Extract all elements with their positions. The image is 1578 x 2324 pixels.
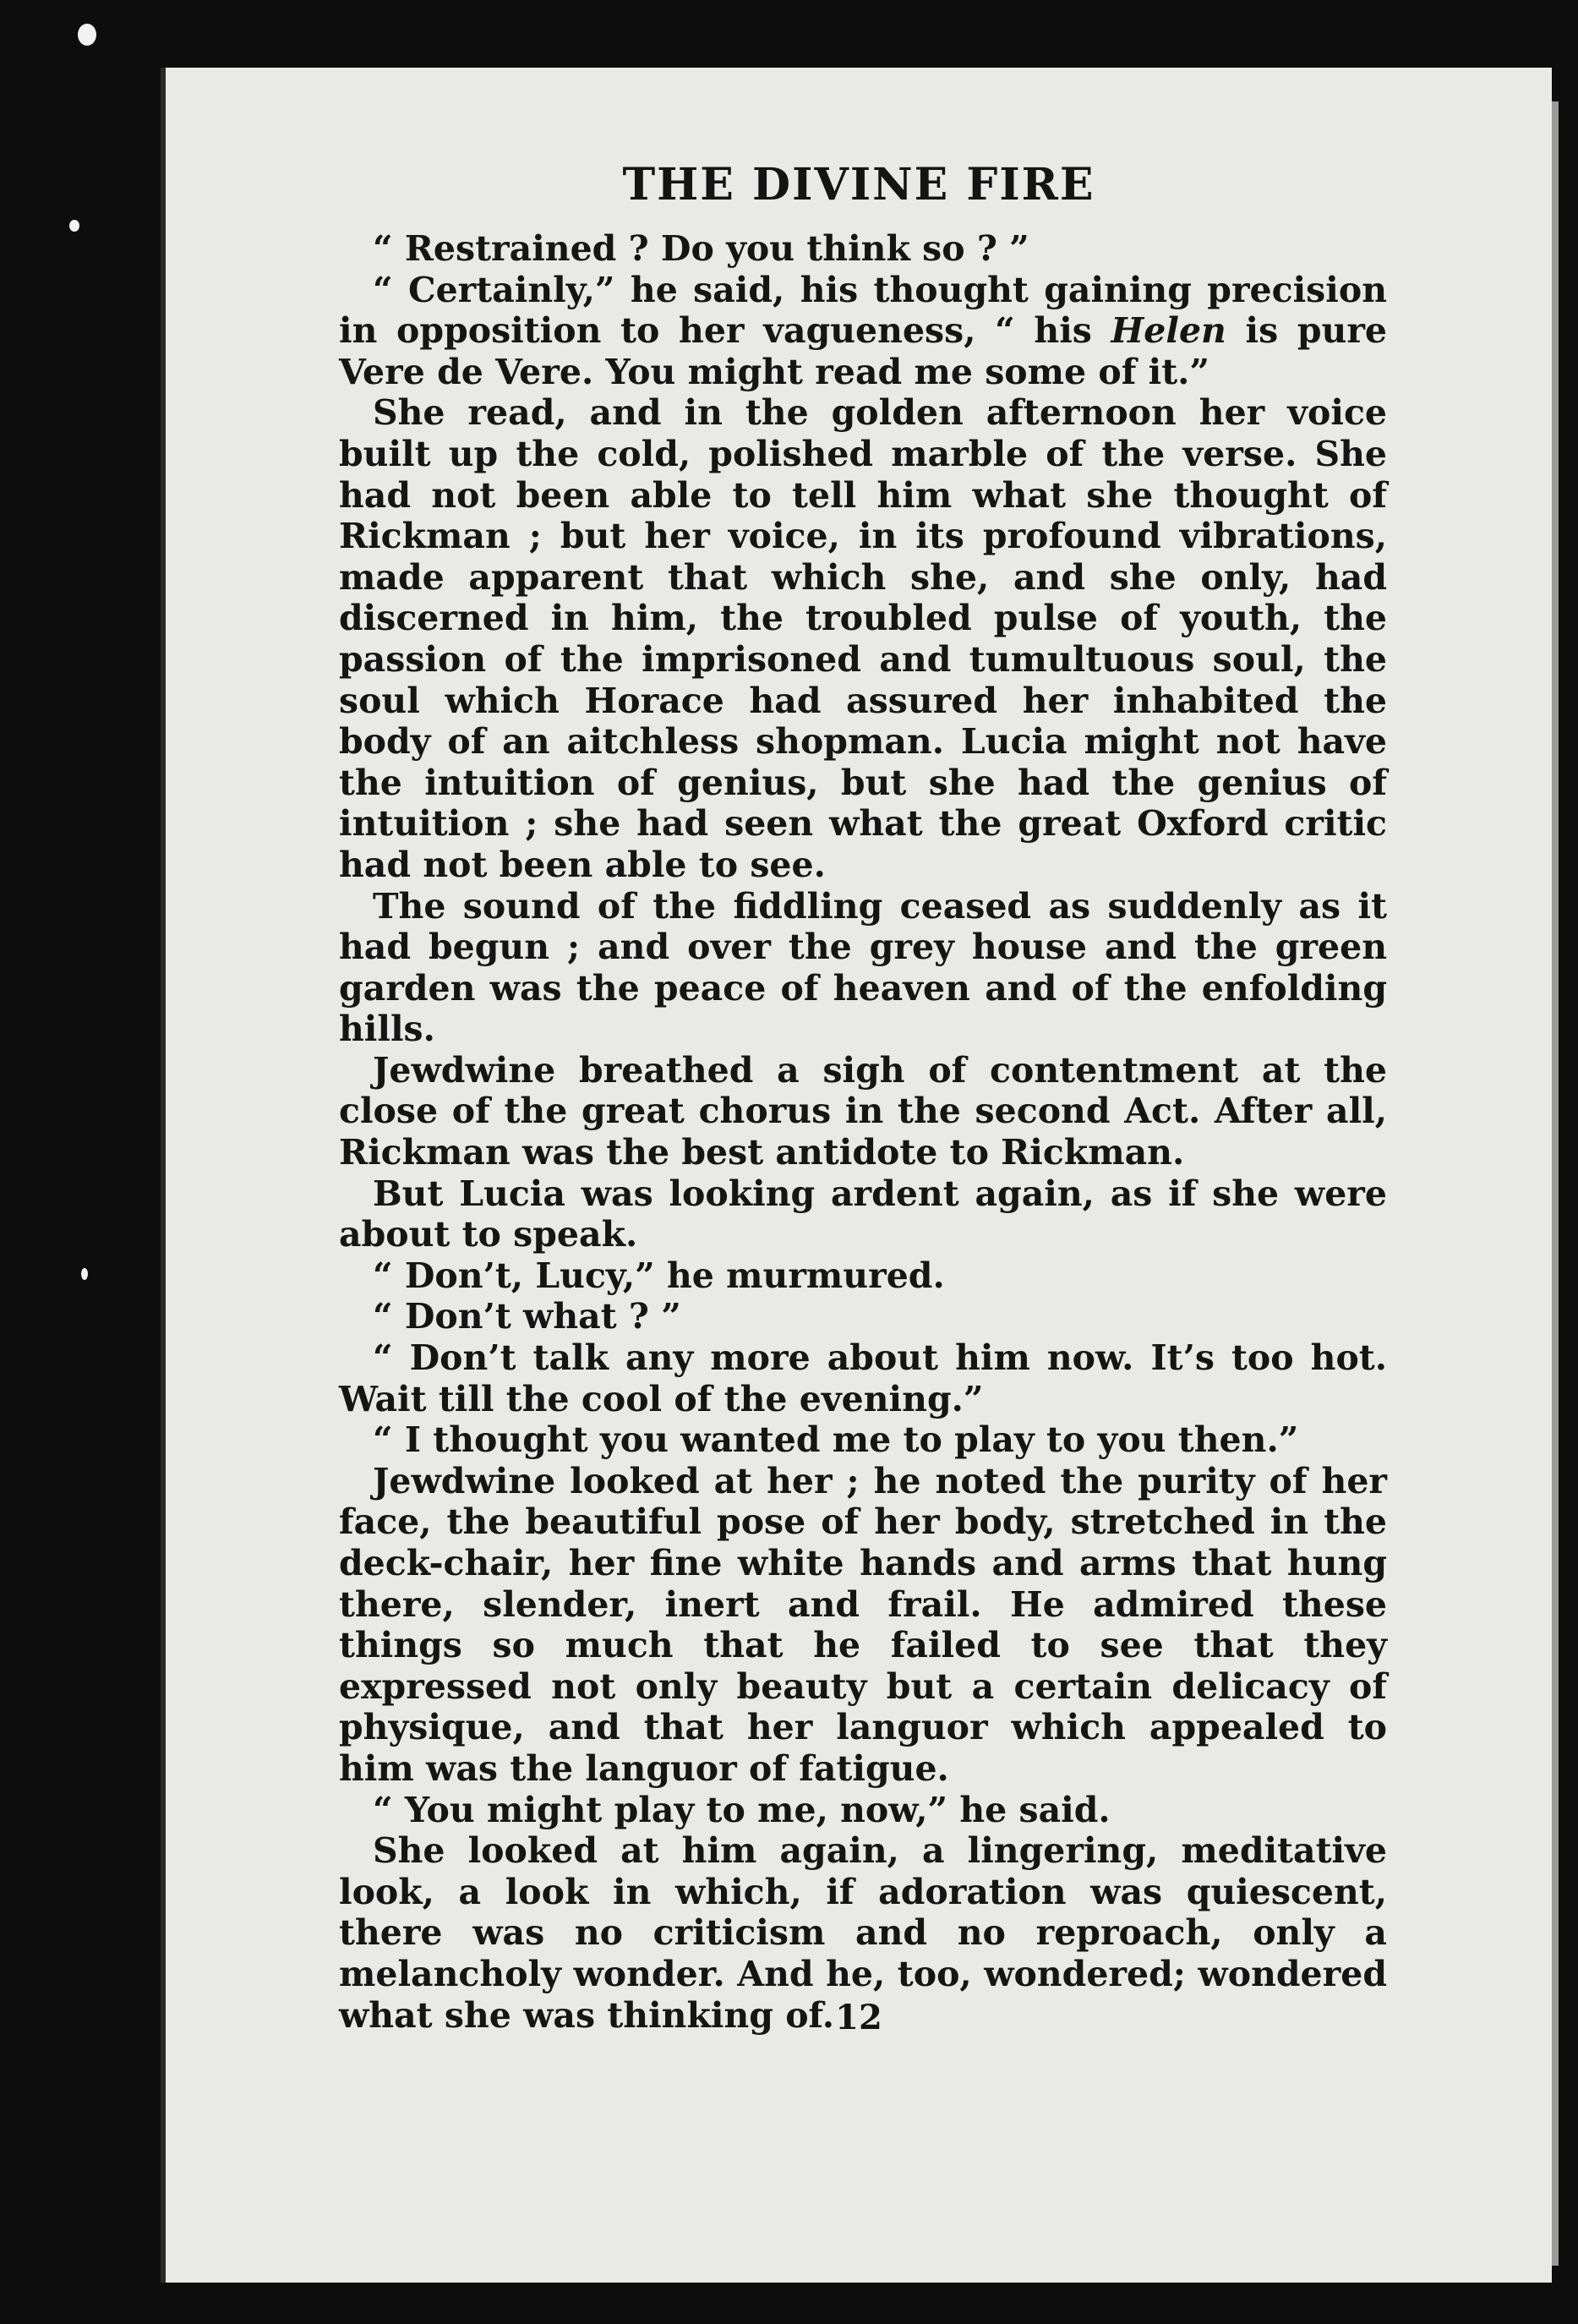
- body-text: [339, 228, 1387, 2036]
- paragraph: “ You might play to me, now,” he said.: [373, 1789, 1111, 1830]
- paragraph: Jewdwine breathed a sigh of contentment at the close of the great chorus in the second Act. After all, Rickman was the best antidote to Rickman.: [339, 1049, 1387, 1173]
- scan-speck: [81, 1268, 88, 1280]
- scan-speck: [78, 24, 96, 46]
- paragraph: She looked at him again, a lingering, meditative look, a look in which, if adoration was quiescent, there was no criticism and no reproach, only a melancholy wonder. And he, too, wondered; wondered what she was thinking of.: [339, 1830, 1387, 2036]
- running-head: THE DIVINE FIRE: [622, 159, 1095, 211]
- paragraph-part: is pure Vere de Vere. You might read me some of it.”: [339, 310, 1388, 392]
- paragraph: The sound of the fiddling ceased as suddenly as it had begun ; and over the grey house and the green garden was the peace of heaven and of the enfolding hills.: [339, 885, 1387, 1050]
- paragraph: “ I thought you wanted me to play to you then.”: [373, 1419, 1299, 1461]
- italic-title: Helen: [1111, 310, 1226, 352]
- paragraph: “ Don’t what ? ”: [373, 1296, 681, 1337]
- paragraph-part: “ Certainly,” he said, his thought gaining precision in opposition to her vagueness, “ his: [339, 269, 1387, 352]
- page-number: 12: [835, 1998, 882, 2037]
- scan-speck: [69, 220, 79, 232]
- paragraph: Jewdwine looked at her ; he noted the purity of her face, the beautiful pose of her body, stretched in the deck-chair, her fine white hands and arms that hung there, slender, inert and frail. He admired these things so much that he failed to see that they expressed not only beauty but a certain delicacy of physique, and that her languor which appealed to him was the languor of fatigue.: [339, 1460, 1387, 1789]
- paragraph-with-italic: [339, 270, 1387, 393]
- paragraph: She read, and in the golden afternoon her voice built up the cold, polished marble of the verse. She had not been able to tell him what she thought of Rickman ; but her voice, in its profound vibrations, made apparent that which she, and she only, had discerned in him, the troubled pulse of youth, the passion of the imprisoned and tumultuous soul, the soul which Horace had assured her inhabited the body of an aitchless shopman. Lucia might not have the intuition of genius, but she had the genius of intuition ; she had seen what the great Oxford critic had not been able to see.: [339, 392, 1387, 885]
- paragraph: But Lucia was looking ardent again, as if she were about to speak.: [339, 1173, 1387, 1255]
- paragraph: “ Don’t, Lucy,” he murmured.: [373, 1255, 945, 1296]
- paragraph: “ Restrained ? Do you think so ? ”: [373, 228, 1029, 269]
- paragraph: “ Don’t talk any more about him now. It’s too hot. Wait till the cool of the evening.”: [339, 1337, 1387, 1419]
- book-page: [161, 68, 1552, 2283]
